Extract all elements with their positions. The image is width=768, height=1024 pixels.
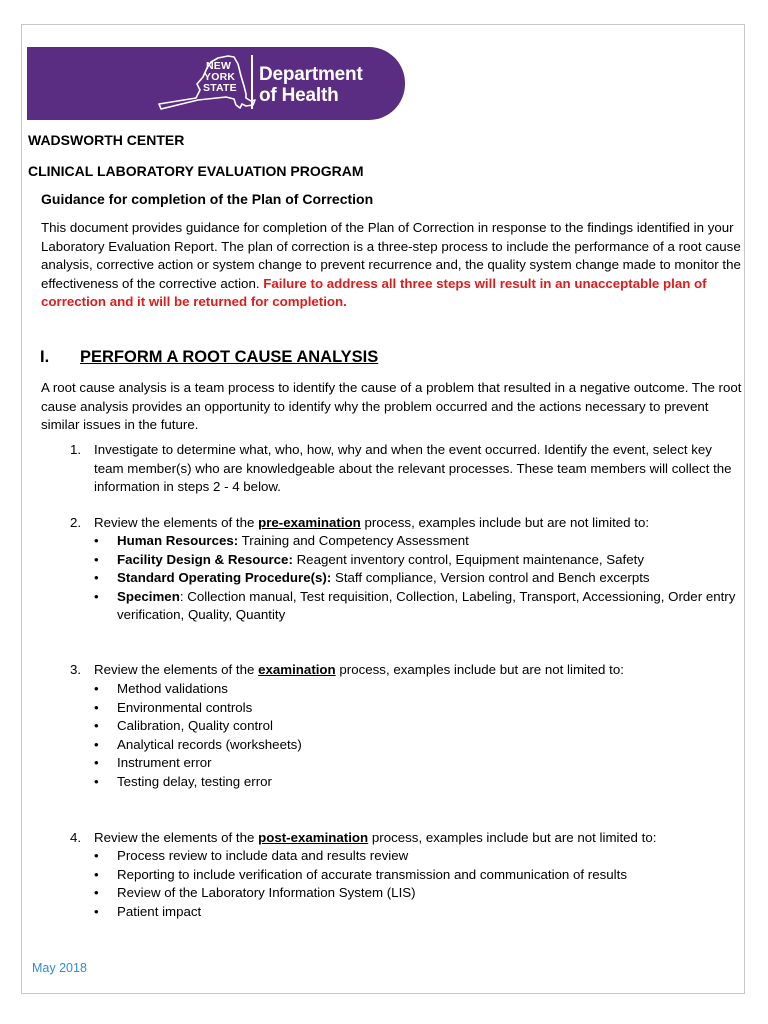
- step-keyword: post-examination: [258, 830, 369, 845]
- list-item: [94, 569, 744, 588]
- logo-word-state: STATE: [203, 82, 237, 94]
- step-number: 1.: [70, 442, 82, 457]
- center-heading: WADSWORTH CENTER: [28, 132, 185, 148]
- bullet-label: Specimen: [117, 588, 180, 604]
- step-number: 3.: [70, 662, 82, 677]
- list-item: • Analytical records (worksheets): [94, 736, 744, 755]
- section-description: A root cause analysis is a team process to identify the cause of a problem that resulted in a negative outcome. The root cause analysis provides an opportunity to identify why the problem occurred and the actions necessary to prevent similar issues in the future.: [41, 380, 742, 433]
- step-text-prefix: Review the elements of the: [94, 515, 259, 530]
- step-keyword: pre-examination: [258, 515, 361, 530]
- list-item: • Instrument error: [94, 754, 744, 773]
- section-number: I.: [40, 348, 50, 366]
- bullet-text: Reagent inventory control, Equipment maintenance, Safety: [292, 551, 644, 567]
- intro-warning: Failure to address all three steps will result in an unacceptable plan of correction and it will be returned for completion.: [41, 275, 707, 310]
- bullet-text: : Collection manual, Test requisition, Collection, Labeling, Transport, Accessioning, Order entry verification, Quality, Quantity: [117, 588, 736, 623]
- step-text-prefix: Review the elements of the: [94, 662, 259, 677]
- step-keyword: examination: [258, 662, 336, 677]
- list-item: • Testing delay, testing error: [94, 773, 744, 792]
- step-2-bullets: [94, 532, 744, 625]
- logo-divider: [251, 55, 253, 109]
- list-item: [94, 588, 744, 625]
- list-item: • Method validations: [94, 680, 744, 699]
- step-4-text: [94, 829, 744, 848]
- step-text-prefix: Review the elements of the: [94, 830, 259, 845]
- step-3-text: [94, 661, 744, 680]
- list-item: • Environmental controls: [94, 699, 744, 718]
- step-1-text: Investigate to determine what, who, how, why and when the event occurred. Identify the event, select key team member(s) who are knowledgeable about the relevant processes. These team members will collect the information in steps 2 - 4 below.: [94, 442, 732, 495]
- intro-paragraph: [41, 219, 743, 312]
- list-item: [94, 551, 744, 570]
- bullet-label: Human Resources:: [117, 533, 239, 548]
- list-item: [94, 532, 744, 551]
- step-3-bullets: [94, 680, 744, 792]
- logo-of-health: of Health: [259, 85, 339, 106]
- bullet-label: Standard Operating Procedure(s):: [117, 570, 332, 586]
- list-item: • Patient impact: [94, 903, 744, 922]
- logo-word-york: YORK: [204, 71, 236, 83]
- logo-word-new: NEW: [206, 60, 232, 72]
- step-text-suffix: process, examples include but are not limited to:: [335, 662, 624, 677]
- list-item: • Reporting to include verification of accurate transmission and communication of results: [94, 866, 744, 885]
- bullet-text: Training and Competency Assessment: [238, 533, 469, 548]
- section-title: PERFORM A ROOT CAUSE ANALYSIS: [80, 348, 379, 366]
- footer-date: May 2018: [32, 961, 87, 975]
- step-number: 2.: [70, 515, 82, 530]
- logo-department: Department: [259, 64, 363, 85]
- guidance-title: Guidance for completion of the Plan of Correction: [41, 191, 374, 207]
- step-number: 4.: [70, 830, 82, 845]
- bullet-label: Facility Design & Resource:: [117, 551, 293, 567]
- list-item: • Review of the Laboratory Information System (LIS): [94, 884, 744, 903]
- list-item: • Calibration, Quality control: [94, 717, 744, 736]
- list-item: • Process review to include data and results review: [94, 847, 744, 866]
- bullet-text: Staff compliance, Version control and Bench excerpts: [331, 570, 650, 586]
- step-4-bullets: [94, 847, 744, 921]
- intro-text: This document provides guidance for completion of the Plan of Correction in response to the findings identified in your Laboratory Evaluation Report. The plan of correction is a three-step process to include the performance of a root cause analysis, corrective action or system change to prevent recurrence and, the quality system change made to monitor the effectiveness of the corrective action.: [41, 220, 741, 291]
- program-heading: CLINICAL LABORATORY EVALUATION PROGRAM: [28, 163, 364, 179]
- step-text-suffix: process, examples include but are not limited to:: [368, 830, 657, 845]
- step-text-suffix: process, examples include but are not limited to:: [360, 515, 650, 530]
- step-2-text: [94, 514, 744, 533]
